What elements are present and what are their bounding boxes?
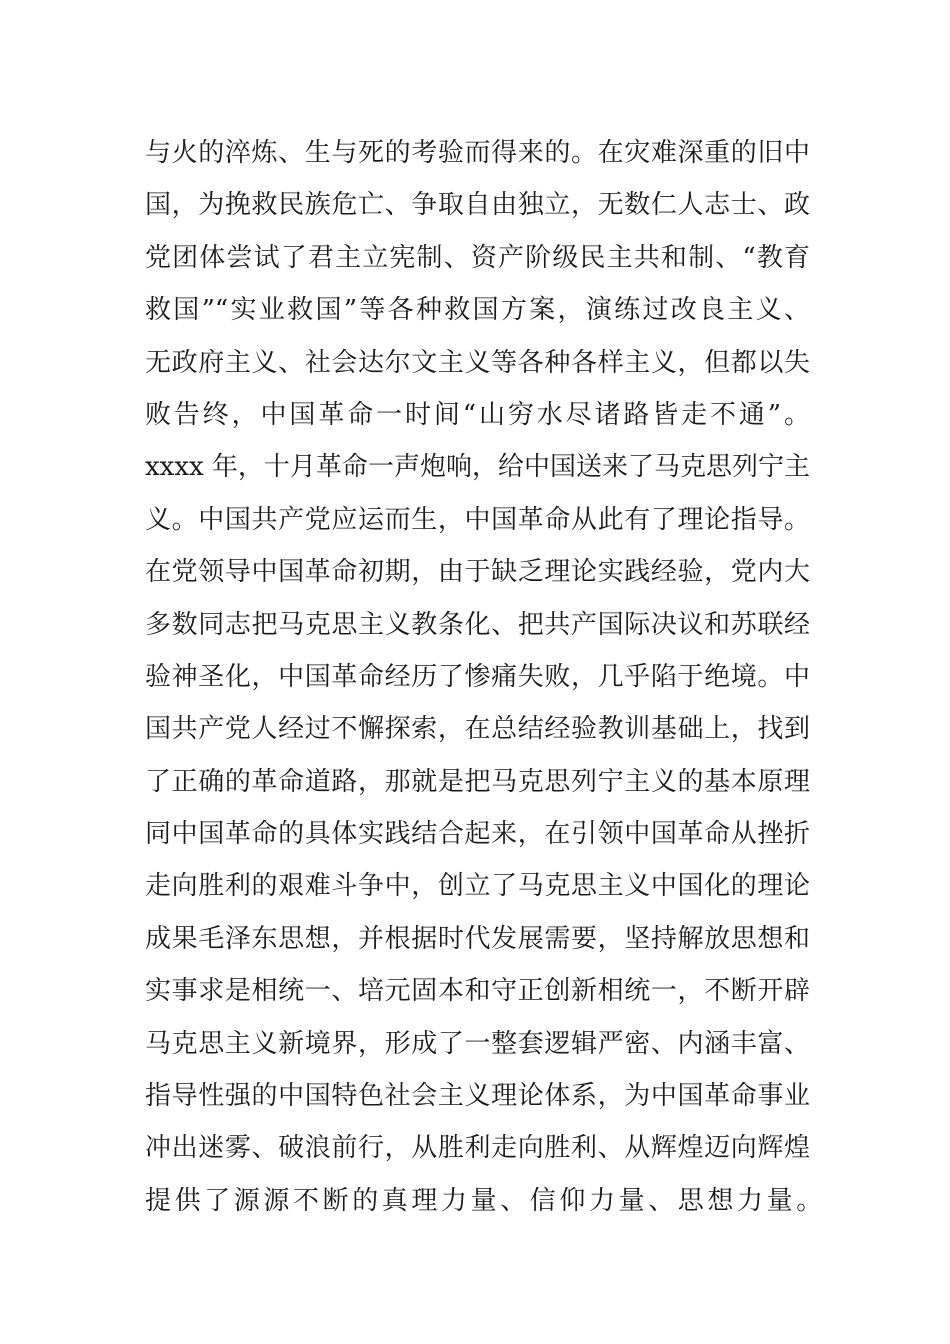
text-line: 成果毛泽东思想，并根据时代发展需要，坚持解放思想和 (145, 923, 810, 954)
text-line: 马克思主义新境界，形成了一整套逻辑严密、内涵丰富、 (145, 1028, 810, 1059)
body-paragraph (145, 127, 826, 1227)
text-line: 无政府主义、社会达尔文主义等各种各样主义，但都以失 (145, 347, 810, 378)
text-line: xxxx 年，十月革命一声炮响，给中国送来了马克思列宁主 (145, 452, 810, 483)
text-line: 实事求是相统一、培元固本和守正创新相统一，不断开辟 (145, 976, 810, 1007)
text-line: 在党领导中国革命初期，由于缺乏理论实践经验，党内大 (145, 557, 810, 588)
text-line: 走向胜利的艰难斗争中，创立了马克思主义中国化的理论 (145, 871, 810, 902)
text-line: 与火的淬炼、生与死的考验而得来的。在灾难深重的旧中 (145, 138, 810, 168)
text-line: 多数同志把马克思主义教条化、把共产国际决议和苏联经 (145, 609, 810, 640)
text-line: 验神圣化，中国革命经历了惨痛失败，几乎陷于绝境。中 (145, 661, 810, 692)
text-line: 同中国革命的具体实践结合起来，在引领中国革命从挫折 (145, 819, 810, 850)
text-line: 党团体尝试了君主立宪制、资产阶级民主共和制、“教育 (145, 242, 810, 273)
text-line: 国，为挽救民族危亡、争取自由独立，无数仁人志士、政 (145, 190, 810, 221)
text-line: 国共产党人经过不懈探索，在总结经验教训基础上，找到 (145, 714, 810, 745)
text-line: 救国”“实业救国”等各种救国方案，演练过改良主义、 (145, 295, 810, 326)
text-line: 提供了源源不断的真理力量、信仰力量、思想力量。 (145, 1185, 826, 1216)
text-line: 冲出迷雾、破浪前行，从胜利走向胜利、从辉煌迈向辉煌 (145, 1133, 810, 1164)
text-line: 义。中国共产党应运而生，中国革命从此有了理论指导。 (145, 504, 810, 535)
text-line: 了正确的革命道路，那就是把马克思列宁主义的基本原理 (145, 766, 810, 797)
text-line: 指导性强的中国特色社会主义理论体系，为中国革命事业 (145, 1081, 810, 1112)
text-line: 败告终，中国革命一时间“山穷水尽诸路皆走不通”。 (145, 399, 810, 430)
